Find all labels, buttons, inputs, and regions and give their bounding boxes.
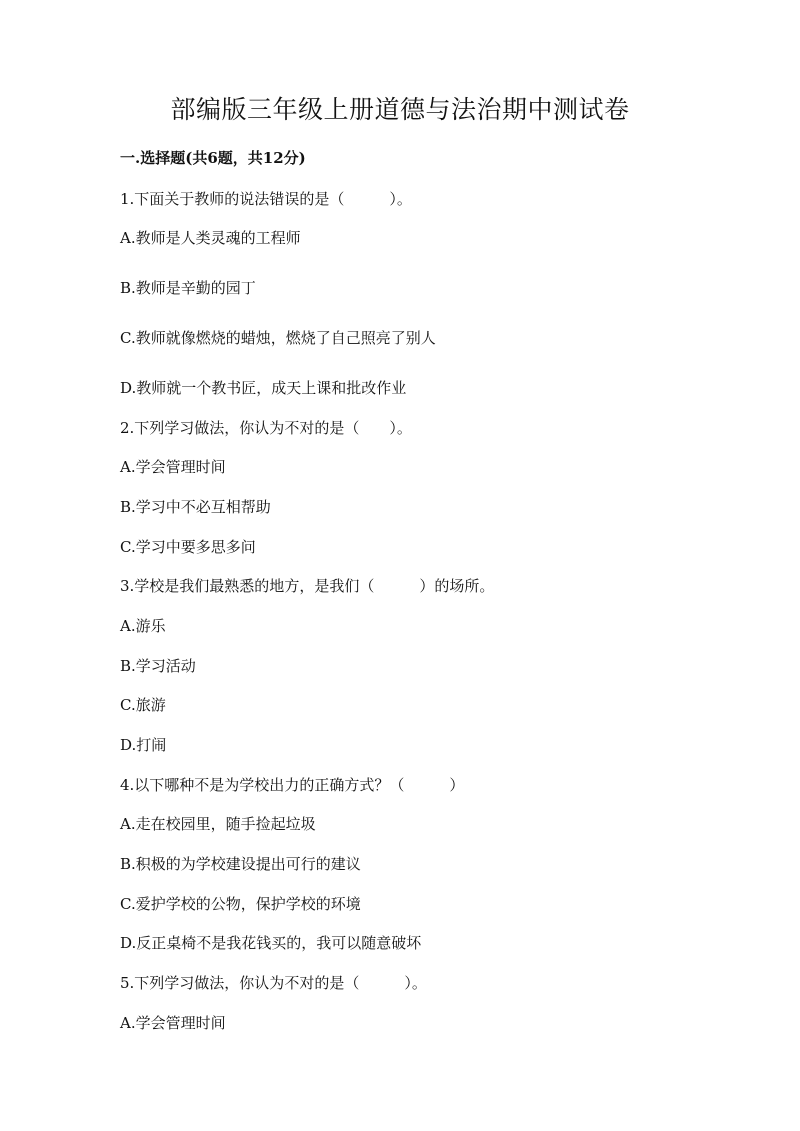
option-4c: C.爱护学校的公物，保护学校的环境 xyxy=(120,895,361,913)
question-4: 4.以下哪种不是为学校出力的正确方式？（ ） xyxy=(120,776,465,794)
option-3a: A.游乐 xyxy=(120,617,166,635)
question-5: 5.下列学习做法，你认为不对的是（ ）。 xyxy=(120,974,427,992)
option-1d: D.教师就一个教书匠，成天上课和批改作业 xyxy=(120,379,407,397)
question-3: 3.学校是我们最熟悉的地方，是我们（ ）的场所。 xyxy=(120,577,495,595)
option-3c: C.旅游 xyxy=(120,696,166,714)
option-3d: D.打闹 xyxy=(120,736,167,754)
option-4a: A.走在校园里，随手捡起垃圾 xyxy=(120,815,316,833)
option-4b: B.积极的为学校建设提出可行的建议 xyxy=(120,855,361,873)
question-2: 2.下列学习做法，你认为不对的是（ ）。 xyxy=(120,419,412,437)
option-1c: C.教师就像燃烧的蜡烛，燃烧了自己照亮了别人 xyxy=(120,329,436,347)
option-1a: A.教师是人类灵魂的工程师 xyxy=(120,229,301,247)
option-2c: C.学习中要多思多问 xyxy=(120,538,256,556)
section-heading: 一.选择题(共6题，共12分) xyxy=(120,149,306,167)
option-3b: B.学习活动 xyxy=(120,657,196,675)
option-2b: B.学习中不必互相帮助 xyxy=(120,498,271,516)
option-1b: B.教师是辛勤的园丁 xyxy=(120,279,256,297)
exam-title: 部编版三年级上册道德与法治期中测试卷 xyxy=(170,95,630,124)
question-1: 1.下面关于教师的说法错误的是（ ）。 xyxy=(120,190,412,208)
option-2a: A.学会管理时间 xyxy=(120,458,226,476)
option-5a: A.学会管理时间 xyxy=(120,1014,226,1032)
option-4d: D.反正桌椅不是我花钱买的，我可以随意破坏 xyxy=(120,934,422,952)
